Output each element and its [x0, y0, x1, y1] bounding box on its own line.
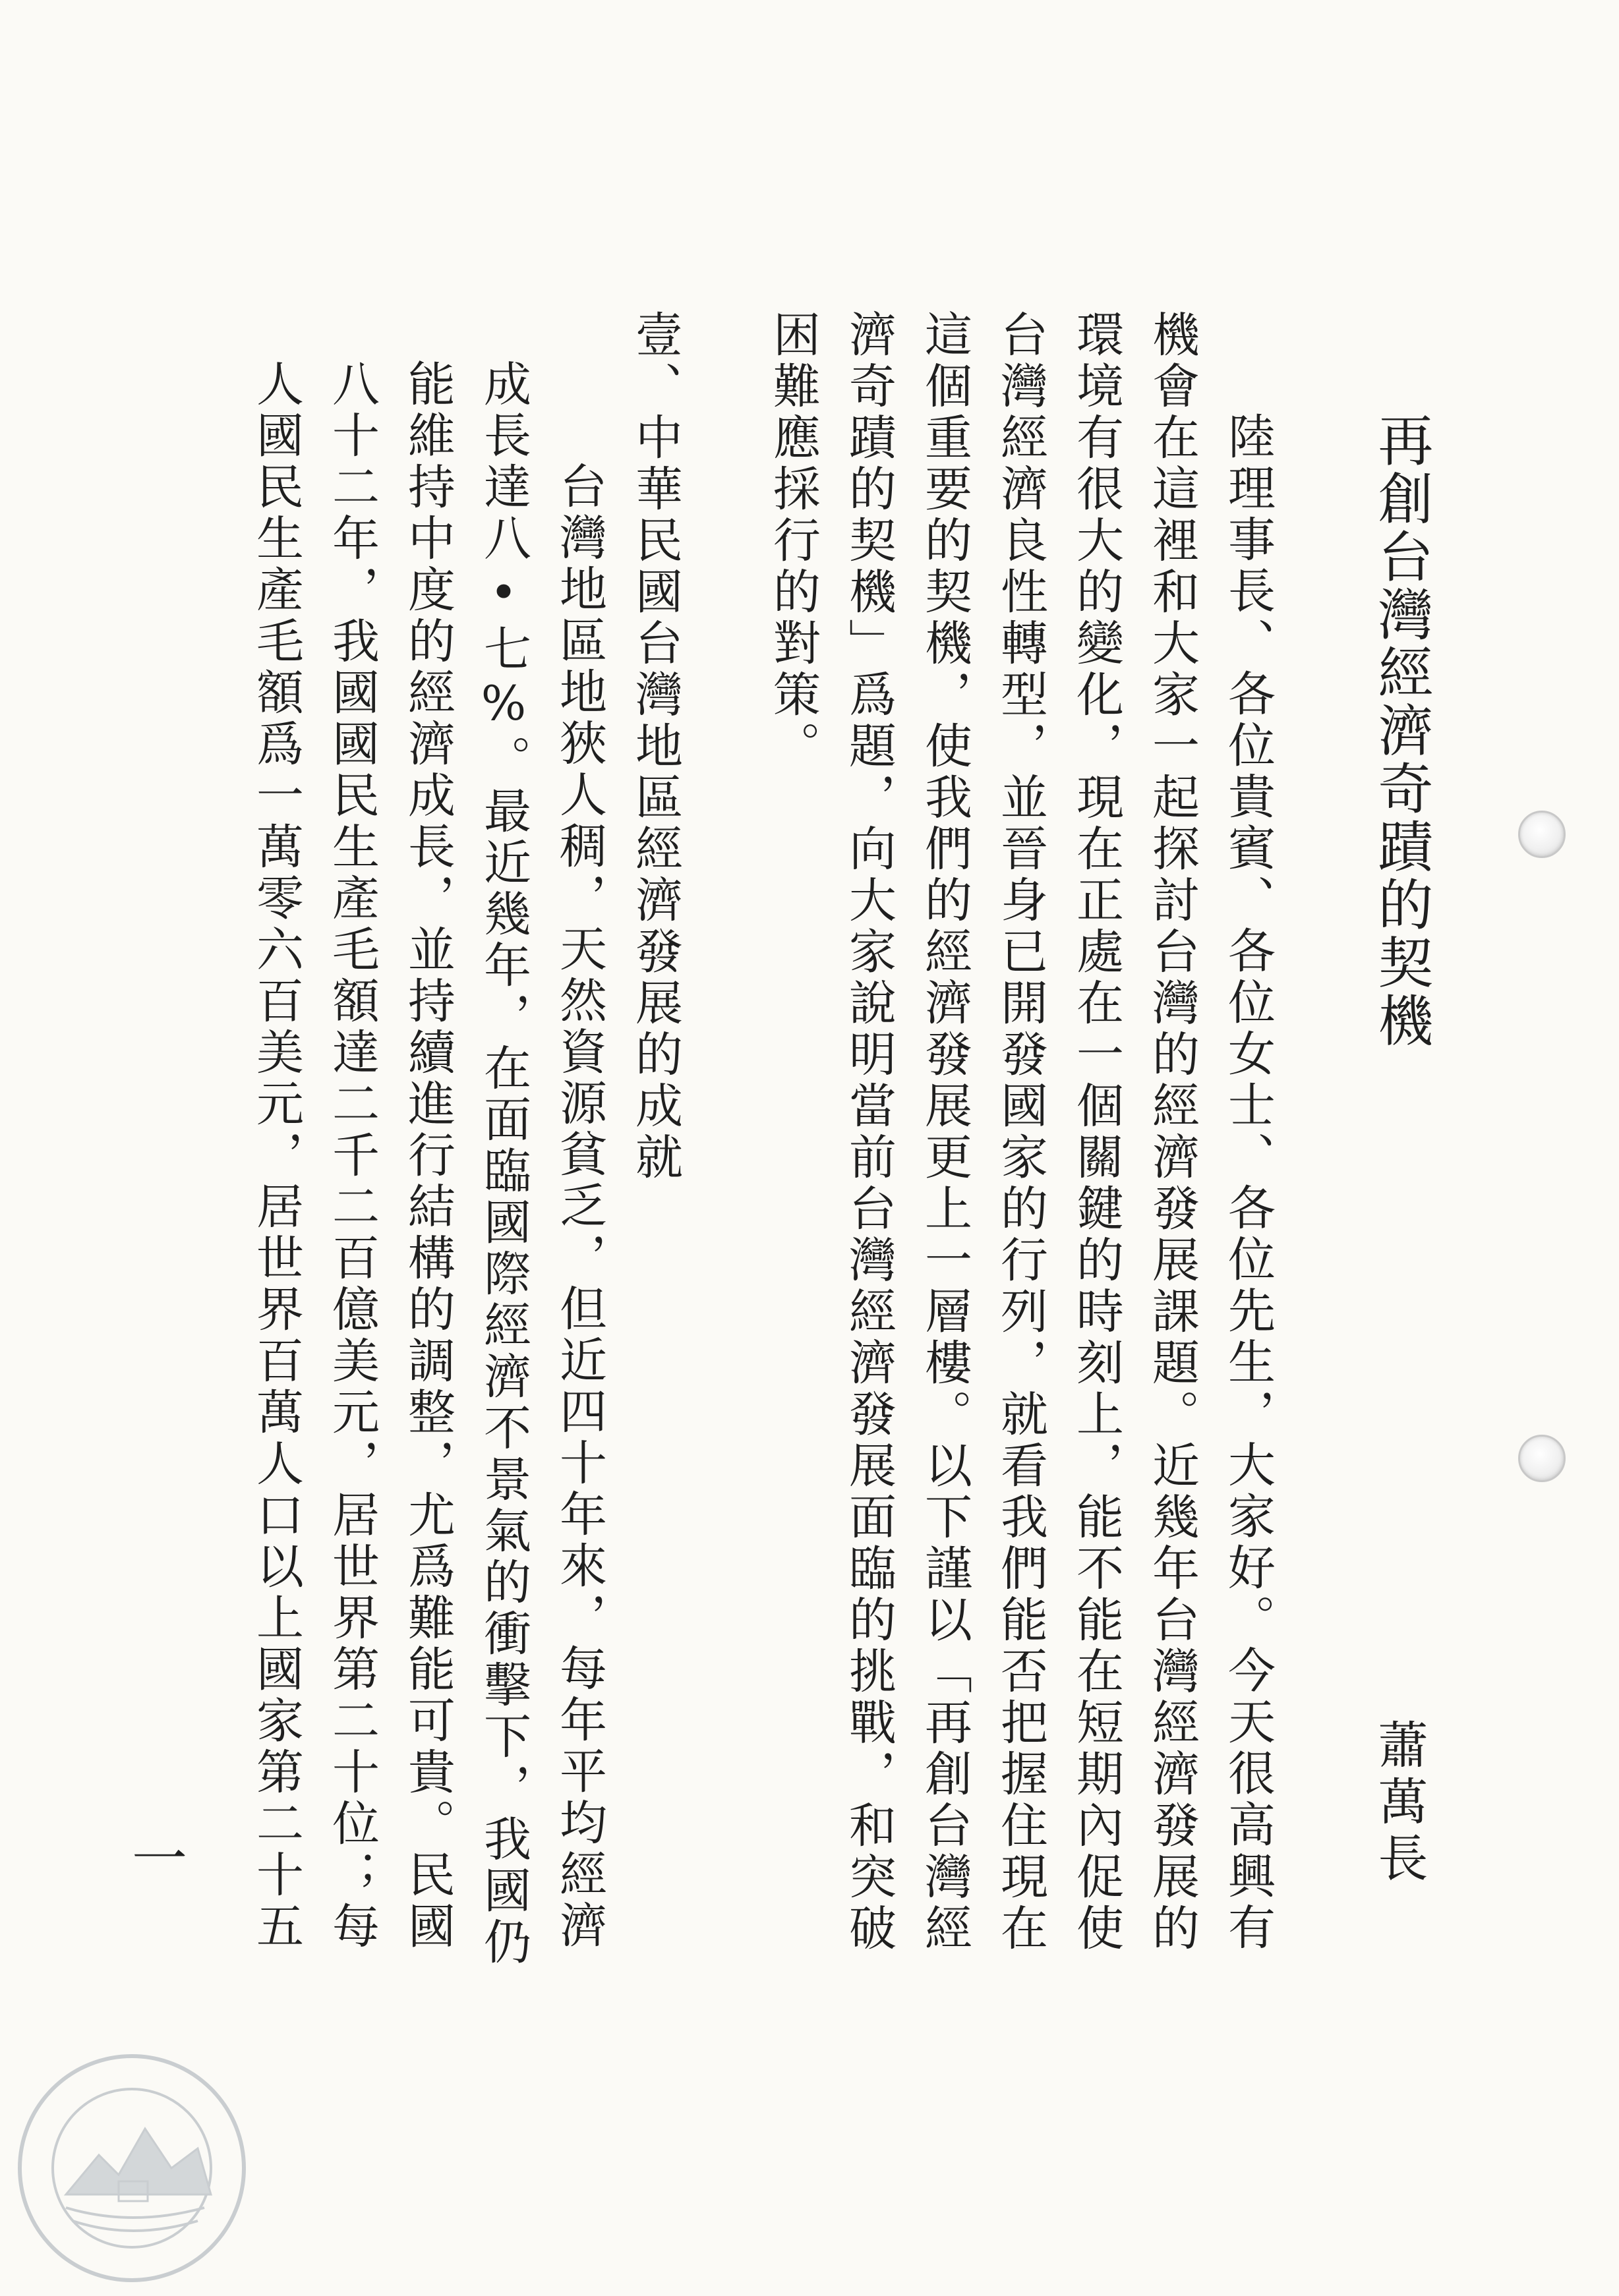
section-column-1: 台灣地區地狹人稠，天然資源貧乏，但近四十年來，每年平均經濟 — [552, 461, 607, 1952]
section-column-2: 成長達八•七%。最近幾年，在面臨國際經濟不景氣的衝擊下，我國仍 — [476, 359, 531, 1968]
university-seal-icon — [13, 2050, 250, 2287]
intro-column-6: 濟奇蹟的契機」爲題，向大家說明當前台灣經濟發展面臨的挑戰，和突破 — [841, 310, 897, 1955]
section-column-4: 八十二年，我國國民生產毛額達二千二百億美元，居世界第二十位；每 — [324, 359, 380, 1953]
intro-column-3: 環境有很大的變化，現在正處在一個關鍵的時刻上，能不能在短期內促使 — [1069, 310, 1124, 1955]
author-name: 蕭萬長 — [1370, 1719, 1428, 1889]
intro-column-5: 這個重要的契機，使我們的經濟發展更上一層樓。以下謹以「再創台灣經 — [917, 310, 972, 1955]
intro-column-4: 台灣經濟良性轉型，並晉身已開發國家的行列，就看我們能否把握住現在 — [993, 310, 1048, 1955]
section-heading: 壹、中華民國台灣地區經濟發展的成就 — [628, 310, 683, 1184]
section-column-5: 人國民生產毛額爲一萬零六百美元，居世界百萬人口以上國家第二十五 — [249, 359, 304, 1953]
page-number: 一 — [132, 1827, 188, 1891]
intro-column-1: 陸理事長、各位貴賓、各位女士、各位先生，大家好。今天很高興有 — [1220, 412, 1276, 1954]
section-column-3: 能維持中度的經濟成長，並持續進行結構的調整，尤爲難能可貴。民國 — [400, 359, 456, 1953]
document-title: 再創台灣經濟奇蹟的契機 — [1369, 412, 1434, 1050]
intro-column-7: 困難應採行的對策。 — [765, 310, 821, 772]
binding-hole-bottom — [1518, 1435, 1566, 1482]
intro-column-2: 機會在這裡和大家一起探討台灣的經濟發展課題。近幾年台灣經濟發展的 — [1144, 310, 1200, 1955]
binding-hole-top — [1518, 811, 1566, 858]
